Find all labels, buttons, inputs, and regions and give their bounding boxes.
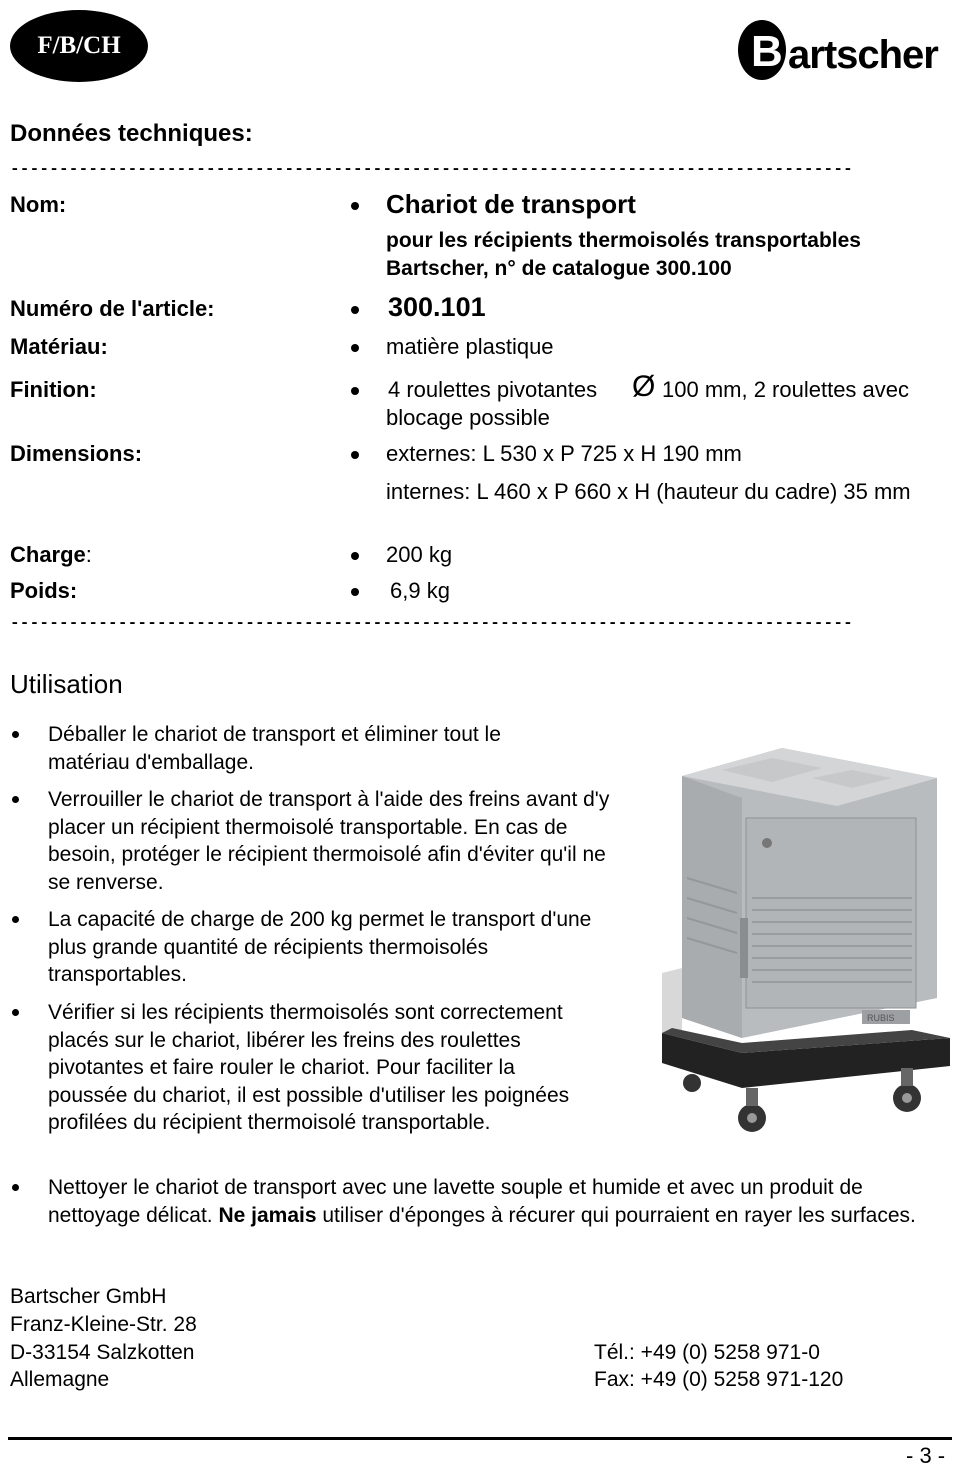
address-street: Franz-Kleine-Str. 28 (10, 1313, 197, 1336)
weight-label: Poids: (10, 578, 78, 603)
usage-item-1: Déballer le chariot de transport et éliminer tout le matériau d'emballage. (48, 723, 501, 774)
footer-rule (8, 1437, 952, 1440)
box-label: RUBIS (867, 1013, 895, 1023)
usage-heading: Utilisation (10, 669, 123, 699)
usage-item-5: Nettoyer le chariot de transport avec une lavette souple et humide et avec un produit de nettoyage délicat. Ne jamais utiliser d'éponges à récurer qui pourraient en rayer les surfaces. (48, 1176, 916, 1227)
bullet-dot (12, 1009, 19, 1016)
address-company: Bartscher GmbH (10, 1285, 167, 1308)
article-label: Numéro de l'article: (10, 296, 215, 321)
finish-value-a: 4 roulettes pivotantes (388, 377, 598, 402)
material-value: matière plastique (386, 334, 554, 359)
bullet-dot (351, 387, 359, 395)
divider-top: -------------------------------------------------------------------------------------- (10, 160, 853, 178)
bullet-dot (12, 916, 19, 923)
bullet-dot (12, 731, 19, 738)
divider-bottom: -------------------------------------------------------------------------------------- (10, 614, 853, 632)
bullet-dot (12, 796, 19, 803)
bullet-dot (351, 588, 359, 596)
article-value: 300.101 (388, 292, 486, 322)
bullet-dot (351, 451, 359, 459)
diameter-icon: Ø (632, 370, 656, 403)
dimensions-external: externes: L 530 x P 725 x H 190 mm (386, 441, 742, 466)
finish-value-c: blocage possible (386, 405, 550, 430)
name-sub2: Bartscher, n° de catalogue 300.100 (386, 257, 732, 280)
page-title: Données techniques: (10, 120, 253, 147)
dimensions-label: Dimensions: (10, 441, 143, 466)
name-label: Nom: (10, 192, 67, 217)
bullet-dot (351, 552, 359, 560)
region-badge: F/B/CH (10, 10, 148, 82)
usage-item-4: Vérifier si les récipients thermoisolés sont correctement placés sur le chariot, libérer les freins des roulettes pivotantes et faire rouler le chariot. Pour faciliter la poussée du chariot, il est possible d'utiliser les poignées profilées du récipient thermoisolé transportable. (48, 1001, 570, 1134)
load-value: 200 kg (386, 542, 453, 567)
material-label: Matériau: (10, 334, 108, 359)
dimensions-internal: internes: L 460 x P 660 x H (hauteur du cadre) 35 mm (386, 479, 911, 504)
load-label: Charge: (10, 542, 92, 567)
bartscher-logo (736, 18, 950, 82)
bullet-dot (351, 306, 359, 314)
address-country: Allemagne (10, 1368, 110, 1391)
name-sub1: pour les récipients thermoisolés transportables (386, 229, 861, 252)
weight-value: 6,9 kg (390, 578, 450, 603)
address-fax: Fax: +49 (0) 5258 971-120 (594, 1368, 844, 1391)
svg-text:artscher: artscher (788, 33, 938, 77)
name-value: Chariot de transport (386, 189, 636, 219)
address-city: D-33154 Salzkotten (10, 1341, 195, 1364)
trolley-image (662, 748, 950, 1138)
bullet-dot (12, 1184, 19, 1191)
bullet-dot (351, 202, 359, 210)
bullet-dot (351, 344, 359, 352)
usage-item-2: Verrouiller le chariot de transport à l'aide des freins avant d'y placer un récipient thermoisolé transportable. En cas de besoin, protéger le récipient thermoisolé afin d'éviter qu'il ne se renverse. (48, 788, 610, 894)
page-number: - 3 - (906, 1443, 946, 1468)
finish-value-b: 100 mm, 2 roulettes avec (662, 377, 910, 402)
address-phone: Tél.: +49 (0) 5258 971-0 (594, 1341, 820, 1364)
svg-text:B: B (751, 27, 783, 76)
finish-label: Finition: (10, 377, 97, 402)
usage-item-3: La capacité de charge de 200 kg permet le transport d'une plus grande quantité de récipients thermoisolés transportables. (48, 908, 592, 986)
